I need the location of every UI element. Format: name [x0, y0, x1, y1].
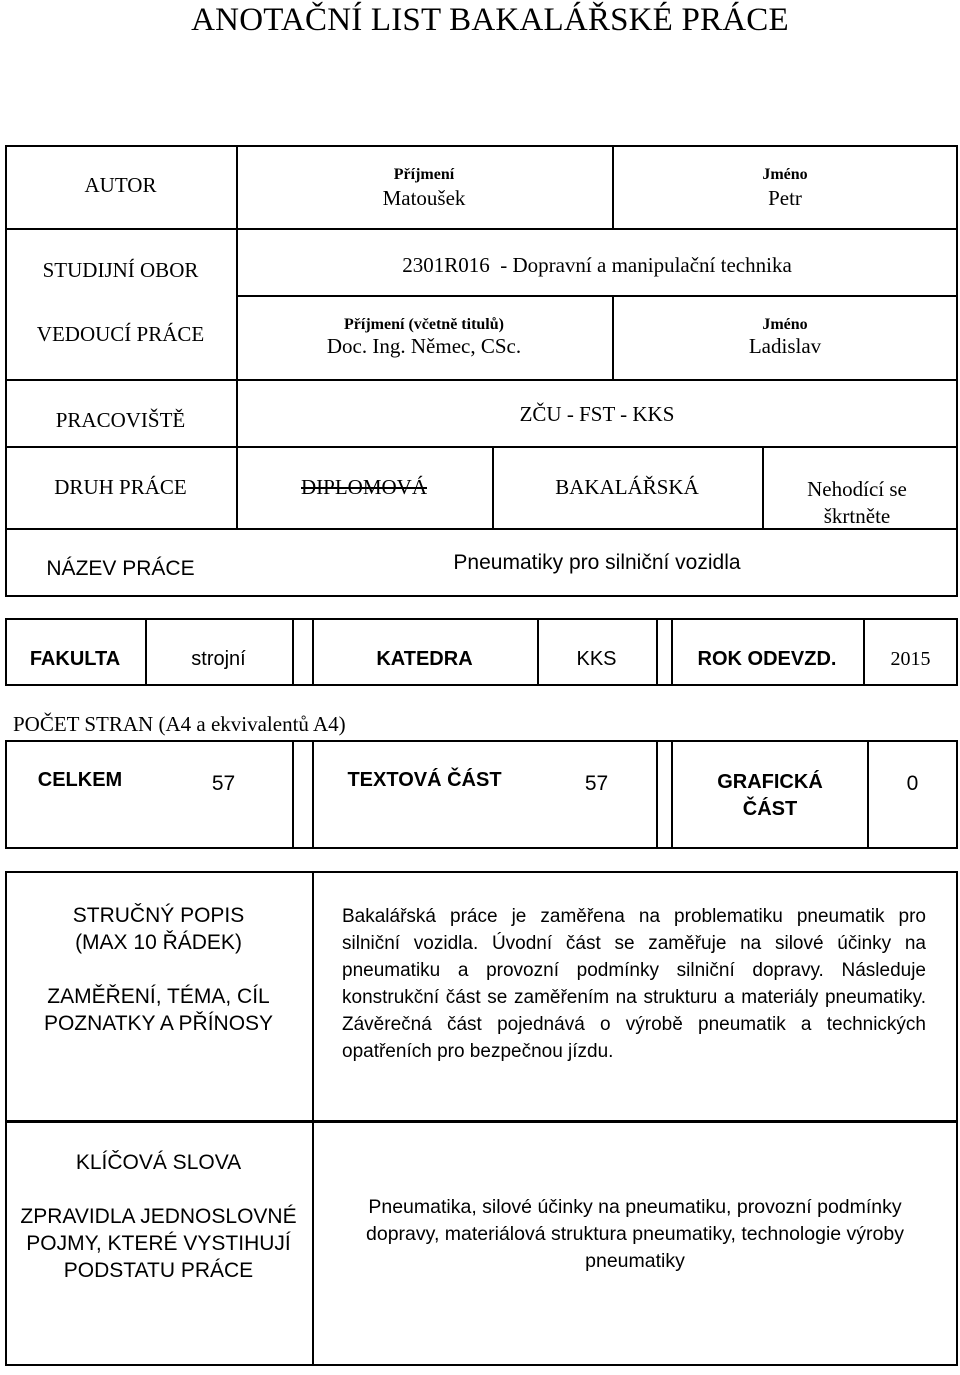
popis-label-4: POZNATKY A PŘÍNOSY — [43, 1012, 274, 1035]
info-table-divider — [5, 446, 958, 448]
nazev-label: NÁZEV PRÁCE — [46, 557, 195, 580]
celkem-label: CELKEM — [37, 769, 123, 791]
pocet-row-divider — [312, 740, 314, 849]
druh-option-bakalarska: BAKALÁŘSKÁ — [555, 475, 699, 499]
fakulta-row-divider — [292, 618, 294, 686]
textova-label: TEXTOVÁ ČÁST — [347, 769, 502, 791]
pocet-row-divider — [656, 740, 658, 849]
popis-label-3: ZAMĚŘENÍ, TÉMA, CÍL — [47, 985, 270, 1008]
klicova-text: Pneumatika, silové účinky na pneumatiku, provozní podmínky dopravy, materiálová struktura pneumatiky, technologie výroby pneumatiky — [366, 1196, 904, 1272]
popis-divider — [312, 871, 314, 1122]
popis-text: Bakalářská práce je zaměřena na problematiku pneumatik pro silniční vozidla. Úvodní část se zaměřuje na silové účinky na pneumatiku a provozní podmínky silniční dopravy. Následuje konstrukční část se zaměřením na strukturu a materiály pneumatiky. Závěrečná část pojednává o výrobě pneumatik a technických opatřeních pro bezpečnou jízdu. — [342, 906, 926, 1062]
nazev-value: Pneumatiky pro silniční vozidla — [453, 551, 741, 574]
rok-value: 2015 — [890, 648, 931, 670]
autor-surname-caption: Příjmení — [393, 166, 455, 183]
info-table-divider — [762, 446, 764, 529]
druh-note: Nehodící se škrtněte — [807, 477, 907, 528]
info-table-divider — [5, 228, 958, 230]
pocet-row-divider — [671, 740, 673, 849]
klicova-divider — [312, 1121, 314, 1366]
page-title: ANOTAČNÍ LIST BAKALÁŘSKÉ PRÁCE — [191, 2, 789, 38]
vedouci-label: VEDOUCÍ PRÁCE — [36, 322, 205, 346]
pocet-row-divider — [292, 740, 294, 849]
katedra-label: KATEDRA — [376, 648, 473, 670]
info-table-divider — [5, 379, 958, 381]
vedouci-surname-value: Doc. Ing. Němec, CSc. — [326, 334, 522, 358]
fakulta-value: strojní — [191, 648, 246, 670]
katedra-value: KKS — [576, 648, 617, 670]
vedouci-name-value: Ladislav — [748, 334, 822, 358]
autor-surname-value: Matoušek — [382, 186, 466, 210]
druh-label: DRUH PRÁCE — [54, 475, 187, 499]
pocet-heading: POČET STRAN (A4 a ekvivalentů A4) — [13, 712, 346, 736]
druh-option-diplomova: DIPLOMOVÁ — [301, 475, 427, 499]
autor-name-value: Petr — [768, 186, 802, 210]
pracoviste-label: PRACOVIŠTĚ — [55, 408, 186, 432]
textova-value: 57 — [584, 772, 609, 795]
obor-label: STUDIJNÍ OBOR — [42, 258, 199, 282]
fakulta-label: FAKULTA — [29, 648, 121, 670]
graficka-label: GRAFICKÁ ČÁST — [717, 771, 823, 820]
klicova-label-1: KLÍČOVÁ SLOVA — [75, 1151, 242, 1174]
rok-label: ROK ODEVZD. — [697, 648, 837, 670]
pracoviste-value: ZČU - FST - KKS — [519, 402, 675, 426]
fakulta-row-divider — [656, 618, 658, 686]
klicova-label-2: ZPRAVIDLA JEDNOSLOVNÉ POJMY, KTERÉ VYSTIHUJÍ PODSTATU PRÁCE — [20, 1205, 297, 1282]
autor-name-caption: Jméno — [762, 166, 808, 183]
popis-label-2: (MAX 10 ŘÁDEK) — [75, 931, 242, 954]
vedouci-surname-caption: Příjmení (včetně titulů) — [344, 316, 504, 333]
info-table-divider — [236, 295, 958, 297]
autor-label: AUTOR — [84, 173, 157, 197]
vedouci-name-caption: Jméno — [762, 316, 808, 333]
celkem-value: 57 — [211, 772, 236, 795]
obor-value: 2301R016 - Dopravní a manipulační technika — [402, 253, 792, 277]
popis-label-1: STRUČNÝ POPIS — [72, 904, 245, 927]
graficka-value: 0 — [906, 772, 919, 795]
